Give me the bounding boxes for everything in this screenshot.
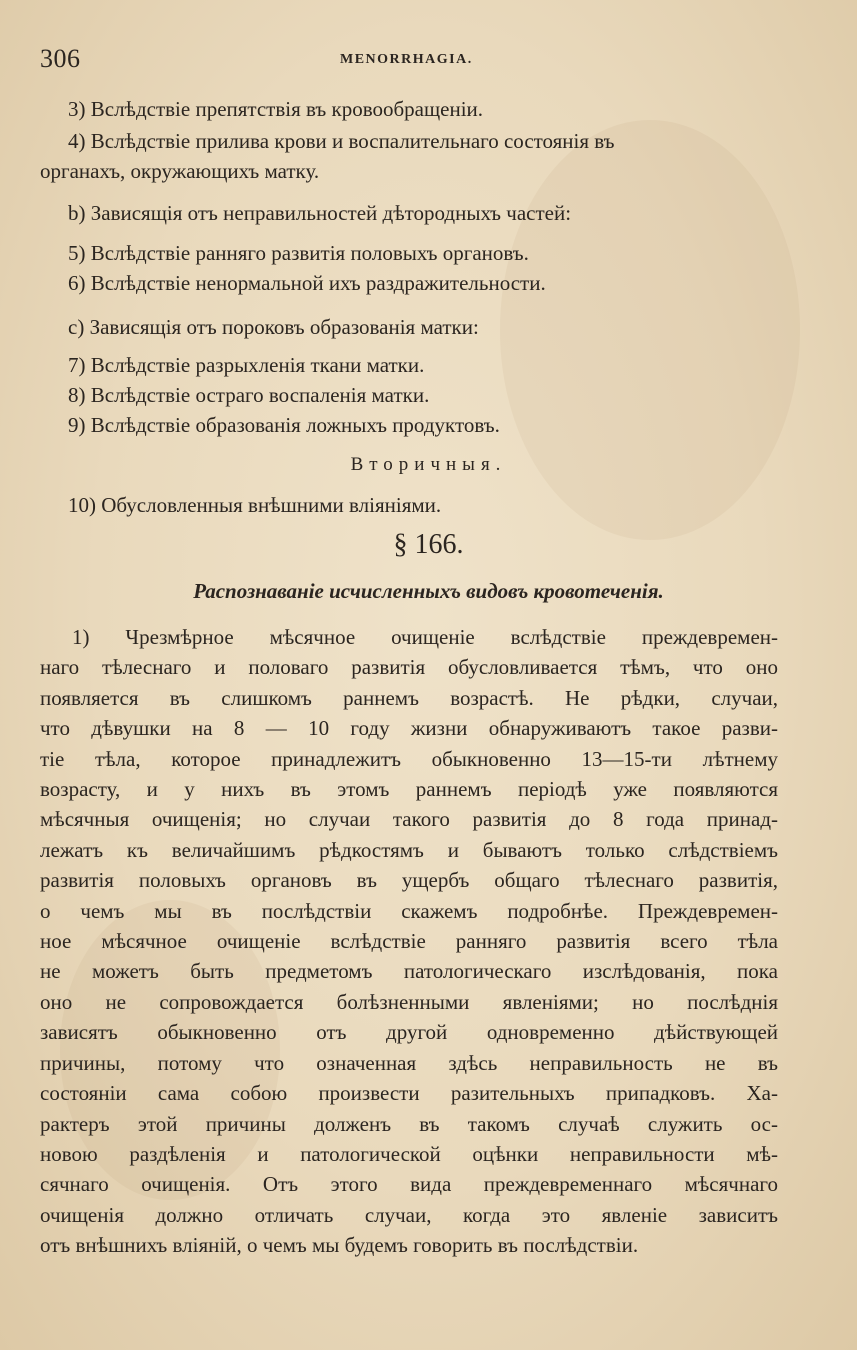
section-number: § 166. (393, 529, 464, 560)
paragraph-line: сячнаго очищенія. Отъ этого вида преждевременнаго мѣсячнаго (40, 1172, 778, 1197)
list-item-continuation: органахъ, окружающихъ матку. (40, 159, 320, 183)
paragraph-line: отъ внѣшнихъ вліяній, о чемъ мы будемъ говорить въ послѣдствіи. (40, 1233, 639, 1258)
paragraph-line: наго тѣлеснаго и половаго развитія обусловливается тѣмъ, что оно (40, 655, 778, 680)
group-heading-c: c) Зависящія отъ пороковъ образованія матки: (68, 315, 479, 339)
list-item: 3) Вслѣдствіе препятствія въ кровообращеніи. (68, 97, 484, 121)
paragraph-line: новою раздѣленія и патологической оцѣнки неправильности мѣ- (40, 1141, 778, 1166)
page-number: 306 (40, 44, 81, 73)
group-heading-b: b) Зависящія отъ неправильностей дѣтородныхъ частей: (68, 201, 572, 225)
paragraph-line: развитія половыхъ органовъ въ ущербъ общаго тѣлеснаго развитія, (40, 868, 778, 893)
paragraph-line: зависятъ обыкновенно отъ другой одновременно дѣйствующей (40, 1020, 778, 1045)
list-item: 4) Вслѣдствіе прилива крови и воспалительнаго состоянія въ (68, 129, 615, 153)
paragraph-line: причины, потому что означенная здѣсь неправильность не въ (40, 1050, 778, 1075)
list-item: 8) Вслѣдствіе остраго воспаленія матки. (68, 383, 430, 407)
running-head: MENORRHAGIA. (340, 52, 473, 67)
list-item: 5) Вслѣдствіе ранняго развитія половыхъ органовъ. (68, 241, 529, 265)
secondary-heading: Вторичныя. (350, 454, 507, 475)
list-item: 6) Вслѣдствіе ненормальной ихъ раздражительности. (68, 271, 546, 295)
paragraph-line: мѣсячныя очищенія; но случаи такого развитія до 8 года принад- (40, 807, 778, 832)
paragraph-line: 1) Чрезмѣрное мѣсячное очищеніе вслѣдствіе преждевремен- (72, 625, 778, 649)
paragraph-line: появляется въ слишкомъ раннемъ возрастѣ. Не рѣдки, случаи, (40, 685, 778, 710)
section-title: Распознаваніе исчисленныхъ видовъ кровотеченія. (193, 579, 664, 603)
paragraph-line: рактеръ этой причины долженъ въ такомъ случаѣ служить ос- (40, 1111, 778, 1136)
paragraph-line: оно не сопровождается болѣзненными явленіями; но послѣднія (40, 989, 778, 1014)
list-item: 10) Обусловленныя внѣшними вліяніями. (68, 493, 442, 517)
paragraph-line: о чемъ мы въ послѣдствіи скажемъ подробнѣе. Преждевремен- (40, 898, 778, 923)
paragraph-line: тіе тѣла, которое принадлежитъ обыкновенно 13—15-ти лѣтнему (40, 746, 778, 771)
paragraph-line: что дѣвушки на 8 — 10 году жизни обнаруживаютъ такое разви- (40, 716, 778, 741)
paragraph-line: возрасту, и у нихъ въ этомъ раннемъ періодѣ уже появляются (40, 777, 778, 802)
paragraph-line: очищенія должно отличать случаи, когда это явленіе зависитъ (40, 1202, 778, 1227)
paragraph-line: ное мѣсячное очищеніе вслѣдствіе ранняго развитія всего тѣла (40, 929, 778, 954)
list-item: 7) Вслѣдствіе разрыхленія ткани матки. (68, 353, 425, 377)
paragraph-line: лежатъ къ величайшимъ рѣдкостямъ и бываютъ только слѣдствіемъ (40, 837, 778, 862)
list-item: 9) Вслѣдствіе образованія ложныхъ продуктовъ. (68, 413, 500, 437)
paragraph-line: состояніи сама собою произвести разительныхъ припадковъ. Ха- (40, 1081, 778, 1106)
body-paragraph (40, 622, 778, 1261)
paragraph-line: не можетъ быть предметомъ патологическаго изслѣдованія, пока (40, 959, 778, 984)
